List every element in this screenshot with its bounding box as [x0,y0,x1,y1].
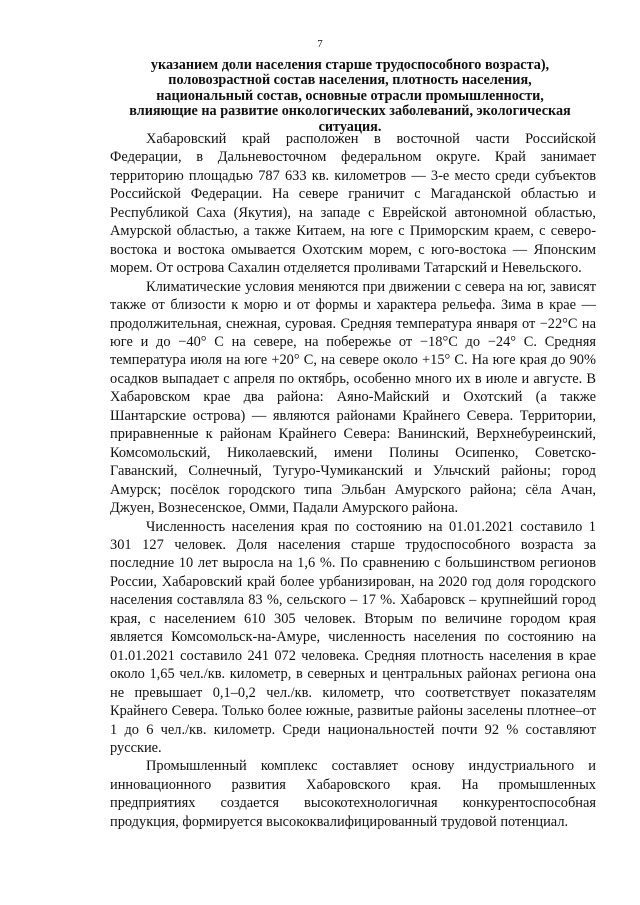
heading-line: национальный состав, основные отрасли промышленности, [156,87,544,104]
document-body [110,130,596,831]
heading-line: влияющие на развитие онкологических заболеваний, экологическая [129,103,571,120]
paragraph-geography: Хабаровский край расположен в восточной части Российской Федерации, в Дальневосточном федеральном округе. Край занимает территорию площадью 787 633 кв. километров — 3-е место среди субъектов Российской Федерации. На севере граничит с Магаданской областью и Республикой Саха (Якутия), на западе с Еврейской автономной областью, Амурской областью, а также Китаем, на юге с Приморским краем, с северо-востока и востока омывается Охотским морем, с юго-востока — Японским морем. От острова Сахалин отделяется проливами Татарский и Невельского. [110,131,596,277]
heading-line: ситуация. [318,118,382,135]
paragraph-population: Численность населения края по состоянию на 01.01.2021 составило 1 301 127 человек. Доля населения старше трудоспособного возраста за последние 10 лет выросла на 1,6 %. По сравнению с большинством регионов России, Хабаровский край более урбанизирован, на 2020 год доля городского населения составляла 83 %, сельского – 17 %. Хабаровск – крупнейший город края, с населением 610 305 человек. Вторым по величине городом края является Комсомольск-на-Амуре, численность населения по состоянию на 01.01.2021 составило 241 072 человека. Средняя плотность населения в крае около 1,65 чел./кв. километр, в северных и центральных районах региона она не превышает 0,1–0,2 чел./кв. километр, что соответствует показателям Крайнего Севера. Только более южные, развитые районы заселены плотнее–от 1 до 6 чел./кв. километр. Среди национальностей почти 92 % составляют русские. [110,518,596,756]
heading-line: половозрастной состав населения, плотность населения, [168,72,532,89]
paragraph-climate: Климатические условия меняются при движении с севера на юг, зависят также от близости к морю и от формы и характера рельефа. Зима в крае — продолжительная, снежная, суровая. Средняя температура января от −22°C на юге и до −40° C на севере, на побережье от −18°C до −24° C. Средняя температура июля на юге +20° C, на севере около +15° C. На юге края до 90% осадков выпадает с апреля по октябрь, особенно много их в июле и августе. В Хабаровском крае два района: Аяно-Майский и Охотский (а также Шантарские острова) — являются районами Крайнего Севера. Территории, приравненные к районам Крайнего Севера: Ванинский, Верхнебуреинский, Комсомольский, Николаевский, имени Полины Осипенко, Советско-Гаванский, Солнечный, Тугуро-Чумиканский и Ульчский районы; город Амурск; посёлок городского типа Эльбан Амурского района; сёла Ачан, Джуен, Вознесенское, Омми, Падали Амурского района. [110,278,596,517]
paragraph-industry: Промышленный комплекс составляет основу индустриального и инновационного развития Хабаровского края. На промышленных предприятиях создается высокотехнологичная конкурентоспособная продукция, формируется высококвалифицированный трудовой потенциал. [110,758,596,830]
heading-line: указанием доли населения старше трудоспособного возраста), [150,57,550,73]
section-heading [110,58,590,135]
page-number: 7 [317,38,323,50]
